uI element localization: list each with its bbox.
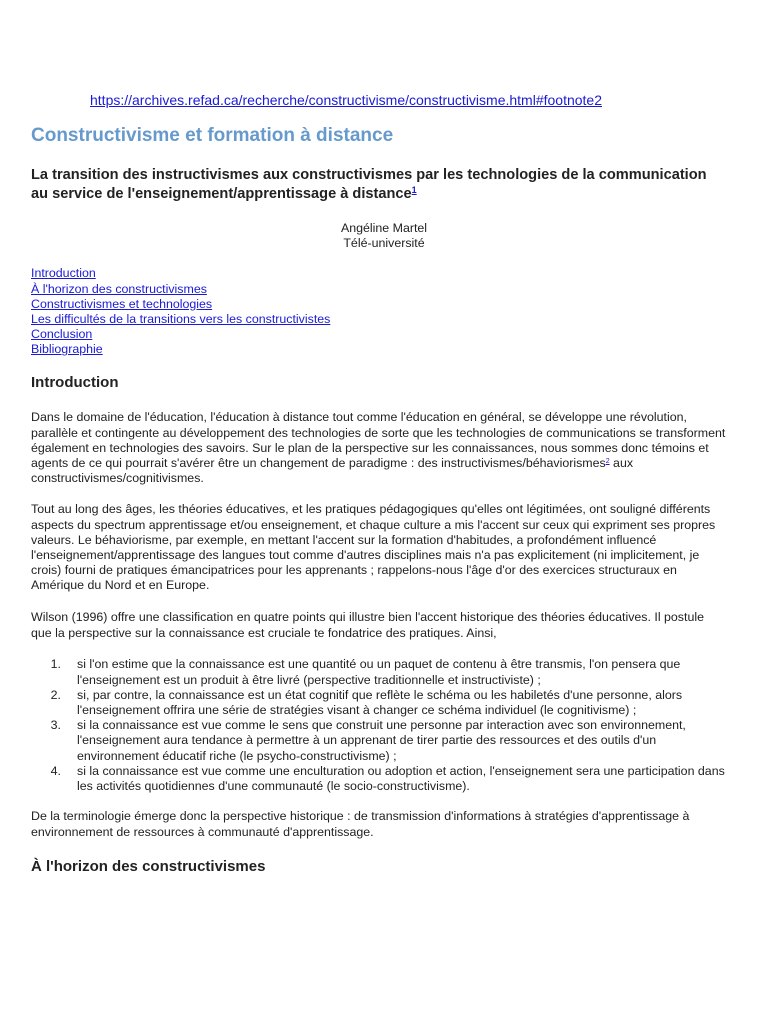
section-heading-introduction: Introduction	[31, 374, 119, 391]
list-number: 1.	[50, 657, 61, 672]
subtitle-line-text: au service de l'enseignement/apprentissage à distance	[31, 185, 412, 202]
paragraph-line: également en technologies des savoirs. Sur le plan de la perspective sur les connaissances, nous sommes donc témoins et	[31, 440, 709, 455]
paragraph-line: valeurs. Le béhaviorisme, par exemple, en mettant l'accent sur la formation d'habitudes, a profondément influencé	[31, 532, 657, 547]
list-item	[31, 718, 751, 764]
source-url-link[interactable]: https://archives.refad.ca/recherche/constructivisme/constructivisme.html#footnote2	[90, 92, 602, 108]
paragraph-line: Dans le domaine de l'éducation, l'éducation à distance tout comme l'éducation en général, se développe une révolution,	[31, 410, 687, 425]
list-number: 3.	[50, 718, 61, 733]
paragraph-line-text: aux	[609, 456, 634, 470]
paragraph-line-text: agents de ce qui pourrait s'avérer être un changement de paradigme : des instructivismes/béhaviorismes	[31, 456, 606, 470]
paragraph-line: l'enseignement/apprentissage des langues tout comme d'autres disciplines mais n'a pas explicitement (ni implicitement, je	[31, 548, 700, 562]
author-name: Angéline Martel	[340, 221, 428, 235]
author-affiliation: Télé-université	[343, 235, 425, 250]
paragraph-1	[31, 410, 725, 486]
paragraph-line: que la perspective sur la connaissance est cruciale te fondatrice des pratiques. Ainsi,	[31, 625, 497, 640]
footnote-1-link[interactable]: 1	[411, 184, 417, 195]
paragraph-line: environnement de ressources à communauté d'apprentissage.	[31, 824, 374, 839]
paragraph-line: Wilson (1996) offre une classification en quatre points qui illustre bien l'accent historique des théories éducatives. Il postule	[31, 610, 704, 625]
paragraph-3	[31, 610, 704, 640]
paragraph-2	[31, 502, 715, 593]
toc-link-conclusion[interactable]: Conclusion	[31, 327, 93, 342]
paragraph-line: constructivismes/cognitivismes.	[31, 471, 204, 486]
paragraph-line: parallèle et contingente au développement des technologies de sorte que les technologies de communications se transforment	[31, 425, 726, 440]
paragraph-4	[31, 809, 689, 839]
paragraph-line: crois) fourni de pratiques émancipatrices pour les apprenants ; rappelons-nous l'âge d'or des exercices structuraux en	[31, 563, 677, 578]
article-subtitle	[31, 166, 707, 204]
toc-link-horizon[interactable]: À l'horizon des constructivismes	[31, 281, 207, 296]
list-item-line: l'enseignement aura tendance à permettre à un apprenant de tirer partie des ressources et des outils d'un	[77, 733, 657, 748]
paragraph-line	[31, 456, 725, 471]
list-item	[31, 688, 751, 718]
paragraph-line: aspects du spectrum apprentissage et/ou enseignement, et chaque culture a mis l'accent sur ceux qui expriment ses propres	[31, 517, 716, 532]
toc-link-technologies[interactable]: Constructivismes et technologies	[31, 296, 213, 311]
toc-link-bibliographie[interactable]: Bibliographie	[31, 342, 103, 357]
paragraph-line: Tout au long des âges, les théories éducatives, et les pratiques pédagogiques qu'elles ont légitimées, ont souligné différents	[31, 502, 711, 517]
toc-link-introduction[interactable]: Introduction	[31, 266, 96, 281]
section-heading-horizon: À l'horizon des constructivismes	[31, 858, 266, 875]
ordered-list	[31, 657, 751, 794]
page-title: Constructivisme et formation à distance	[31, 125, 394, 146]
subtitle-line	[31, 185, 707, 204]
list-item	[31, 657, 751, 687]
list-item-line: les activités quotidiennes d'une communauté (le socio-constructivisme).	[77, 779, 470, 794]
list-item	[31, 764, 751, 794]
list-item-line: l'enseignement est un produit à être livré (perspective traditionnelle et instructiviste) ;	[77, 672, 541, 687]
list-number: 2.	[50, 687, 61, 702]
author-block	[0, 221, 768, 250]
list-item-line: environnement éducatif riche (le psycho-constructivisme) ;	[77, 748, 397, 763]
list-number: 4.	[50, 763, 61, 778]
subtitle-line: La transition des instructivismes aux constructivismes par les technologies de la communication	[31, 166, 707, 183]
table-of-contents	[31, 266, 330, 357]
list-item-line: si la connaissance est vue comme le sens que construit une personne par interaction avec son environnement,	[77, 718, 686, 733]
list-item-line: l'enseignement offrira une série de stratégies visant à changer ce schéma individuel (le cognitivisme) ;	[77, 703, 637, 717]
paragraph-line: De la terminologie émerge donc la perspective historique : de transmission d'informations à stratégies d'apprentissage à	[31, 809, 690, 824]
list-item-line: si l'on estime que la connaissance est une quantité ou un paquet de contenu à être transmis, l'on pensera que	[77, 657, 681, 672]
footnote-2-link[interactable]: 2	[605, 458, 610, 465]
list-item-line: si la connaissance est vue comme une enculturation ou adoption et action, l'enseignement sera une participation dans	[77, 763, 725, 778]
toc-link-difficultes[interactable]: Les difficultés de la transitions vers les constructivistes	[31, 312, 331, 326]
list-item-line: si, par contre, la connaissance est un état cognitif que reflète le schéma ou les habiletés d'une personne, alors	[77, 687, 683, 702]
paragraph-line: Amérique du Nord et en Europe.	[31, 578, 210, 593]
